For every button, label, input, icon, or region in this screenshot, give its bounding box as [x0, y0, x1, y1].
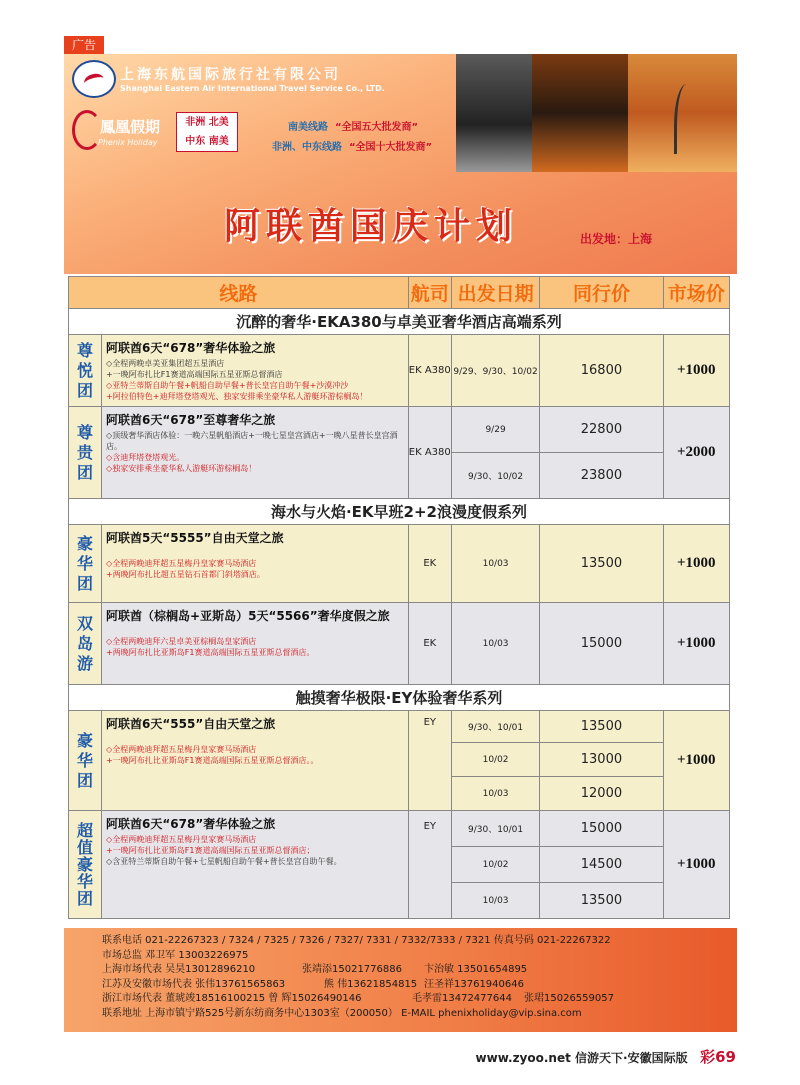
col-date: 出发日期 [451, 277, 540, 309]
footer-director: 市场总监 邓卫军 13003226975 [102, 949, 249, 961]
series-3-title: 触摸奢华极限·EY体验奢华系列 [69, 685, 730, 711]
table-row [69, 407, 730, 453]
page-title: 阿联酋国庆计划 [224, 206, 519, 247]
slogan-2-text: “全国十大批发商” [348, 142, 433, 153]
footer-zhejiang: 浙江市场代表 董琥竣18516100215 曾 辉15026490146 毛孝雷13472477644 张珺15026559057 [102, 993, 614, 1004]
peer-price-cell: 15000 [540, 603, 663, 685]
date-cell: 9/29、9/30、10/02 [451, 335, 540, 407]
route-cell: 阿联酋6天“678”至尊奢华之旅 ◇顶级奢华酒店体验：一晚六星帆船酒店+一晚七星皇宫酒店+一晚八星普长皇宫酒店。 ◇含迪拜塔登塔观光。 ◇独家安排乘坐豪华私人游艇环游棕榈岛！ [102, 407, 409, 499]
route-title: 阿联酋6天“678”奢华体验之旅 [106, 341, 276, 355]
brand-region-2: 中东 南美 [185, 136, 229, 147]
contact-footer [64, 928, 737, 1032]
route-title: 阿联酋6天“678”至尊奢华之旅 [106, 413, 276, 427]
market-price-cell: +1000 [663, 711, 729, 811]
site-info: www.zyoo.net 信游天下·安徽国际版 [475, 1051, 688, 1065]
page-footer [476, 1046, 736, 1067]
ad-tag: 广告 [64, 36, 104, 54]
table-row [69, 811, 730, 847]
airline-cell: EK A380 [408, 335, 451, 407]
route-cell: 阿联酋6天“678”奢华体验之旅 ◇全程两晚迪拜超五星梅丹皇家赛马场酒店 +一晚阿布扎比亚斯岛F1赛道高端国际五星亚斯总督酒店； ◇含亚特兰蒂斯自助午餐+七星帆船自助午餐+普长皇宫自助午餐。 [102, 811, 409, 919]
market-price-cell: +1000 [663, 335, 729, 407]
date-cell: 10/02 [451, 743, 540, 777]
eastern-air-logo-icon [72, 60, 116, 98]
departure-city: 出发地：上海 [580, 232, 653, 246]
col-peer-price: 同行价 [540, 277, 663, 309]
company-name-cn: 上海东航国际旅行社有限公司 [120, 67, 341, 83]
footer-address: 联系地址 上海市镇宁路525号新东纺商务中心1303室（200050） E-MAIL phenixholiday@vip.sina.com [102, 1007, 582, 1019]
market-price-cell: +1000 [663, 525, 729, 603]
col-route: 线路 [69, 277, 409, 309]
market-price-cell: +2000 [663, 407, 729, 499]
date-cell: 9/29 [451, 407, 540, 453]
airline-cell: EK [408, 603, 451, 685]
peer-price-cell: 12000 [540, 777, 663, 811]
col-market-price: 市场价 [663, 277, 729, 309]
date-cell: 9/30、10/01 [451, 711, 540, 743]
market-price-cell: +1000 [663, 603, 729, 685]
date-cell: 10/03 [451, 525, 540, 603]
group-label: 尊 贵 团 [69, 407, 102, 499]
airline-cell: EK [408, 525, 451, 603]
route-title: 阿联酋（棕榈岛+亚斯岛）5天“5566”奢华度假之旅 [106, 609, 390, 623]
group-label: 豪 华 团 [69, 525, 102, 603]
date-cell: 10/02 [451, 847, 540, 883]
brand-name-en: Phenix Holiday [98, 138, 158, 147]
brand-regions [176, 112, 238, 152]
slogan-2 [272, 138, 432, 153]
market-price-cell: +1000 [663, 811, 729, 919]
table-row [69, 711, 730, 743]
group-label: 双 岛 游 [69, 603, 102, 685]
table-row [69, 525, 730, 603]
peer-price-cell: 13500 [540, 883, 663, 919]
phenix-holiday-brand [72, 110, 242, 156]
table-header-row [69, 277, 730, 309]
series-1-title: 沉醉的奢华·EKA380与卓美亚奢华酒店高端系列 [69, 309, 730, 335]
route-cell: 阿联酋5天“5555”自由天堂之旅 ◇全程两晚迪拜超五星梅丹皇家赛马场酒店 +两晚阿布扎比超五星钻石首都门斜塔酒店。 [102, 525, 409, 603]
photo-dubai-building [456, 54, 532, 172]
peer-price-cell: 13500 [540, 711, 663, 743]
peer-price-cell: 22800 [540, 407, 663, 453]
airline-cell: EY [408, 711, 451, 811]
footer-phone: 联系电话 021-22267323 / 7324 / 7325 / 7326 / 7327/ 7331 / 7332/7333 / 7321 传真号码 021-22267322 [102, 935, 611, 946]
footer-jiangsu: 江苏及安徽市场代表 张伟13761565863 熊 伟13621854815 汪圣祥13761940646 [102, 978, 524, 990]
route-cell: 阿联酋6天“555”自由天堂之旅 ◇全程两晚迪拜超五星梅丹皇家赛马场酒店 +一晚阿布扎比亚斯岛F1赛道高端国际五星亚斯总督酒店。。 [102, 711, 409, 811]
peer-price-cell: 13000 [540, 743, 663, 777]
slogan-1 [288, 118, 418, 133]
table-row [69, 603, 730, 685]
group-label: 超 值 豪 华 团 [69, 811, 102, 919]
brand-region-1: 非洲 北美 [185, 117, 229, 128]
slogan-1-text: “全国五大批发商” [334, 122, 419, 133]
slogan-1-route: 南美线路 [288, 122, 328, 133]
route-cell: 阿联酋（棕榈岛+亚斯岛）5天“5566”奢华度假之旅 ◇全程两晚迪拜六星卓美亚棕榈岛皇家酒店 +两晚阿布扎比亚斯岛F1赛道高端国际五星亚斯总督酒店。 [102, 603, 409, 685]
table-row [69, 335, 730, 407]
peer-price-cell: 14500 [540, 847, 663, 883]
group-label: 尊 悦 团 [69, 335, 102, 407]
route-title: 阿联酋5天“5555”自由天堂之旅 [106, 531, 284, 545]
date-cell: 9/30、10/01 [451, 811, 540, 847]
date-cell: 10/03 [451, 883, 540, 919]
airline-cell: EK A380 [408, 407, 451, 499]
series-row [69, 309, 730, 335]
peer-price-cell: 13500 [540, 525, 663, 603]
peer-price-cell: 15000 [540, 811, 663, 847]
peer-price-cell: 16800 [540, 335, 663, 407]
group-label: 豪 华 团 [69, 711, 102, 811]
date-cell: 10/03 [451, 603, 540, 685]
header-banner [64, 54, 737, 274]
route-title: 阿联酋6天“555”自由天堂之旅 [106, 717, 276, 731]
footer-shanghai: 上海市场代表 吴昊13012896210 张靖添15021776886 卞治敏 13501654895 [102, 964, 528, 975]
company-name-en: Shanghai Eastern Air International Travel Service Co., LTD. [120, 84, 385, 93]
date-cell: 10/03 [451, 777, 540, 811]
photo-burj-al-arab [628, 54, 737, 172]
peer-price-cell: 23800 [540, 453, 663, 499]
airline-cell: EY [408, 811, 451, 919]
series-row [69, 499, 730, 525]
page-number: 彩69 [700, 1048, 736, 1066]
photo-palm-island [532, 54, 628, 172]
col-airline: 航司 [408, 277, 451, 309]
route-cell: 阿联酋6天“678”奢华体验之旅 ◇全程两晚卓美亚集团超五星酒店 +一晚阿布扎比F1赛道高端国际五星亚斯总督酒店 ◇亚特兰蒂斯自助午餐+帆船自助早餐+普长皇宫自助午餐+沙漠冲沙 +阿拉伯特色+迪拜塔登塔观光、独家安排乘坐豪华私人游艇环游棕榈岛！ [102, 335, 409, 407]
series-row [69, 685, 730, 711]
series-2-title: 海水与火焰·EK早班2+2浪漫度假系列 [69, 499, 730, 525]
price-table [68, 276, 730, 919]
brand-name: 鳳凰假期 [100, 118, 161, 136]
slogan-2-route: 非洲、中东线路 [272, 142, 342, 153]
date-cell: 9/30、10/02 [451, 453, 540, 499]
route-title: 阿联酋6天“678”奢华体验之旅 [106, 817, 276, 831]
